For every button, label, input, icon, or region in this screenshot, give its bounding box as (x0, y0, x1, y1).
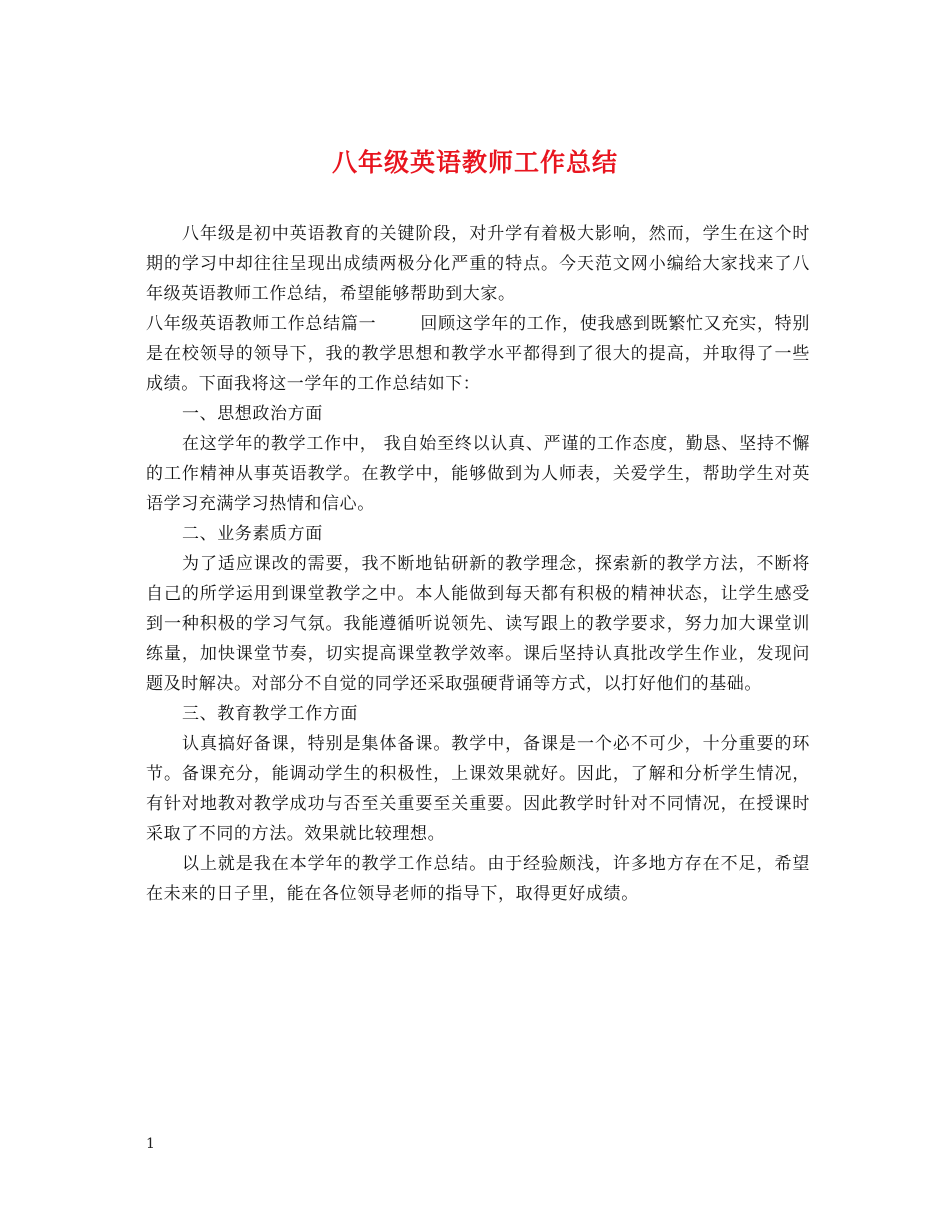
section-3-paragraph: 认真搞好备课，特别是集体备课。教学中，备课是一个必不可少，十分重要的环节。备课充分，能调动学生的积极性，上课效果就好。因此，了解和分析学生情况，有针对地教对教学成功与否至关重要至关重要。因此教学时针对不同情况，在授课时采取了不同的方法。效果就比较理想。 (146, 734, 810, 844)
section-2-heading: 二、业务素质方面 (182, 524, 323, 544)
section-opening-text: 回顾这学年的工作，使我感到既繁忙又充实，特别是在校领导的领导下，我的教学思想和教学水平都得到了很大的提高，并取得了一些成绩。下面我将这一学年的工作总结如下： (146, 314, 810, 394)
document-body (146, 219, 810, 909)
section-heading: 八年级英语教师工作总结篇一 (146, 314, 377, 334)
section-intro-paragraph (146, 309, 810, 399)
section-1-paragraph: 在这学年的教学工作中， 我自始至终以认真、严谨的工作态度，勤恳、坚持不懈的工作精神从事英语教学。在教学中，能够做到为人师表，关爱学生，帮助学生对英语学习充满学习热情和信心。 (146, 434, 810, 514)
closing-paragraph: 以上就是我在本学年的教学工作总结。由于经验颇浅，许多地方存在不足，希望在未来的日子里，能在各位领导老师的指导下，取得更好成绩。 (146, 854, 810, 904)
section-3-heading: 三、教育教学工作方面 (182, 704, 358, 724)
document-title: 八年级英语教师工作总结 (331, 148, 618, 177)
section-1-heading: 一、思想政治方面 (182, 404, 323, 424)
page-number: 1 (146, 1136, 155, 1152)
intro-paragraph: 八年级是初中英语教育的关键阶段，对升学有着极大影响，然而，学生在这个时期的学习中却往往呈现出成绩两极分化严重的特点。今天范文网小编给大家找来了八年级英语教师工作总结，希望能够帮助到大家。 (146, 224, 810, 304)
section-2-paragraph: 为了适应课改的需要，我不断地钻研新的教学理念，探索新的教学方法，不断将自己的所学运用到课堂教学之中。本人能做到每天都有积极的精神状态，让学生感受到一种积极的学习气氛。我能遵循听说领先、读写跟上的教学要求，努力加大课堂训练量，加快课堂节奏，切实提高课堂教学效率。课后坚持认真批改学生作业，发现问题及时解决。对部分不自觉的同学还采取强硬背诵等方式，以打好他们的基础。 (146, 554, 810, 694)
